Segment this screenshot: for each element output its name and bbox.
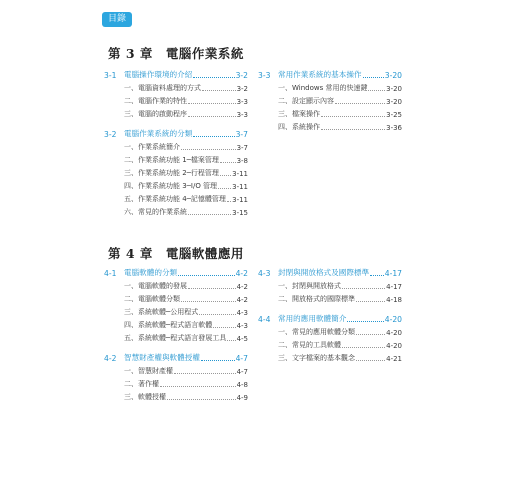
section-number: 4-4 [258,315,271,324]
page-number: 4-17 [386,283,402,291]
dot-leader [220,162,236,163]
dot-leader [160,386,236,387]
item-title: 四、系統操作 [278,123,320,131]
page-number: 3-3 [236,111,248,119]
page-number: 3-20 [384,71,402,80]
toc-item[interactable] [258,337,402,350]
dot-leader [370,275,384,276]
toc-item[interactable] [104,304,248,317]
dot-leader [321,116,385,117]
page-number: 4-5 [236,335,248,343]
item-title: 二、著作權 [124,380,159,388]
dot-leader [213,327,235,328]
toc-item[interactable] [258,80,402,93]
item-title: 一、作業系統簡介 [124,143,180,151]
item-title: 一、封閉與開放格式 [278,282,341,290]
page-number: 4-18 [386,296,402,304]
item-title: 五、作業系統功能 4─記憶體管理 [124,195,226,203]
page-number: 4-7 [236,368,248,376]
item-title: 四、作業系統功能 3─I/O 管理 [124,182,218,190]
item-title: 二、電腦作業的特性 [124,97,187,105]
toc-item[interactable] [258,350,402,363]
dot-leader [356,301,385,302]
toc-item[interactable] [104,389,248,402]
page-number: 3-7 [236,144,248,152]
dot-leader [188,103,236,104]
dot-leader [174,373,236,374]
dot-leader [335,103,385,104]
item-title: 二、開放格式的國際標準 [278,295,355,303]
toc-item[interactable] [104,204,248,217]
toc-section[interactable] [104,126,248,139]
toc-item[interactable] [104,376,248,389]
section-number: 3-3 [258,71,271,80]
dot-leader [188,214,231,215]
dot-leader [342,288,385,289]
section-number: 3-2 [104,130,117,139]
dot-leader [356,334,385,335]
section-number: 3-1 [104,71,117,80]
item-title: 一、Windows 常用的快速鍵 [278,84,368,92]
toc-item[interactable] [104,152,248,165]
chapter-4-title: 第 4 章 電腦軟體應用 [108,246,244,261]
toc-item[interactable] [104,80,248,93]
item-title: 一、電腦資料處理的方式 [124,84,201,92]
section-number: 4-2 [104,354,117,363]
page-number: 4-2 [235,269,248,278]
page-number: 4-20 [384,315,402,324]
toc-item[interactable] [104,93,248,106]
dot-leader [199,314,235,315]
page-number: 3-15 [232,209,248,217]
dot-leader [218,188,231,189]
item-title: 三、檔案操作 [278,110,320,118]
dot-leader [356,360,385,361]
page-number: 3-3 [236,98,248,106]
page-number: 4-2 [236,283,248,291]
toc-item[interactable] [258,119,402,132]
toc-item[interactable] [104,291,248,304]
toc-item[interactable] [104,139,248,152]
page-number: 4-20 [386,329,402,337]
dot-leader [193,136,234,137]
dot-leader [363,77,384,78]
toc-item[interactable] [104,317,248,330]
dot-leader [321,129,385,130]
item-title: 三、系統軟體─公用程式 [124,308,199,316]
item-title: 二、設定顯示內容 [278,97,334,105]
dot-leader [188,288,236,289]
page-number: 4-21 [386,355,402,363]
item-title: 三、電腦的啟動程序 [124,110,187,118]
dot-leader [342,347,385,348]
toc-section[interactable] [104,67,248,80]
page-number: 3-2 [235,71,248,80]
section-title: 電腦操作環境的介紹 [124,70,193,79]
item-title: 一、常見的應用軟體分類 [278,328,355,336]
toc-item[interactable] [104,191,248,204]
page-number: 3-20 [386,98,402,106]
toc-item[interactable] [104,278,248,291]
toc-item[interactable] [104,106,248,119]
page-number: 3-8 [236,157,248,165]
section-title: 電腦作業系統的分類 [124,129,193,138]
section-gap [104,119,248,126]
toc-item[interactable] [104,330,248,343]
dot-leader [201,360,235,361]
page-number: 3-7 [235,130,248,139]
dot-leader [347,321,383,322]
dot-leader [227,340,235,341]
page-number: 4-2 [236,296,248,304]
toc-section[interactable] [104,350,248,363]
chapter-4-right-column [258,265,402,363]
item-title: 三、軟體授權 [124,393,166,401]
toc-section[interactable] [258,265,402,278]
dot-leader [220,175,231,176]
item-title: 一、智慧財產權 [124,367,173,375]
page-number: 4-7 [235,354,248,363]
item-title: 三、作業系統功能 2─行程管理 [124,169,219,177]
toc-section[interactable] [258,67,402,80]
dot-leader [202,90,236,91]
item-title: 六、常見的作業系統 [124,208,187,216]
chapter-3-right-column [258,67,402,132]
toc-section[interactable] [104,265,248,278]
dot-leader [188,116,236,117]
section-number: 4-1 [104,269,117,278]
page-number: 3-2 [236,85,248,93]
chapter-3-left-column [104,67,248,217]
page-number: 3-11 [232,183,248,191]
item-title: 二、作業系統功能 1─檔案管理 [124,156,219,164]
toc-item[interactable] [104,178,248,191]
dot-leader [227,201,231,202]
item-title: 四、系統軟體─程式語言軟體 [124,321,213,329]
page-number: 3-11 [232,170,248,178]
item-title: 一、電腦軟體的發展 [124,282,187,290]
dot-leader [181,149,236,150]
dot-leader [193,77,234,78]
dot-leader [368,90,385,91]
item-title: 二、常見的工具軟體 [278,341,341,349]
page-number: 3-11 [232,196,248,204]
section-number: 4-3 [258,269,271,278]
section-title: 電腦軟體的分類 [124,268,178,277]
page-number: 4-3 [236,322,248,330]
toc-section[interactable] [258,311,402,324]
page-number: 3-36 [386,124,402,132]
toc-item[interactable] [104,363,248,376]
item-title: 三、文字檔案的基本觀念 [278,354,355,362]
section-title: 常用的應用軟體簡介 [278,314,347,323]
page-number: 4-17 [384,269,402,278]
section-gap [104,343,248,350]
toc-item[interactable] [258,278,402,291]
page-number: 3-20 [386,85,402,93]
toc-badge[interactable]: 目錄 [102,12,132,27]
section-title: 常用作業系統的基本操作 [278,70,362,79]
page-number: 4-8 [236,381,248,389]
toc-item[interactable] [104,165,248,178]
dot-leader [178,275,234,276]
section-title: 智慧財產權與軟體授權 [124,353,200,362]
toc-item[interactable] [258,106,402,119]
chapter-4-left-column [104,265,248,402]
item-title: 五、系統軟體─程式語言發展工具 [124,334,227,342]
toc-item[interactable] [258,291,402,304]
toc-item[interactable] [258,324,402,337]
page-number: 3-25 [386,111,402,119]
toc-item[interactable] [258,93,402,106]
page-number: 4-20 [386,342,402,350]
dot-leader [181,301,236,302]
dot-leader [167,399,236,400]
section-title: 封閉與開放格式及國際標準 [278,268,370,277]
chapter-3-title: 第 3 章 電腦作業系統 [108,46,244,61]
item-title: 二、電腦軟體分類 [124,295,180,303]
page-number: 4-9 [236,394,248,402]
page-number: 4-3 [236,309,248,317]
section-gap [258,304,402,311]
